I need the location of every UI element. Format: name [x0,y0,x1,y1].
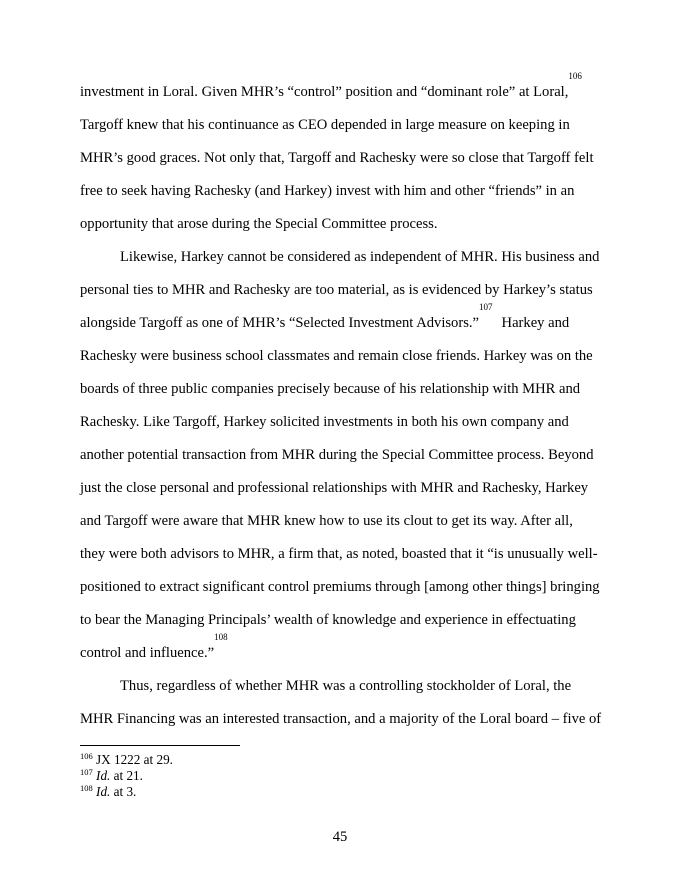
text-line [80,670,600,703]
line-text: Thus, regardless of whether MHR was a controlling stockholder of Loral, the [120,678,572,694]
line-text: and Targoff were aware that MHR knew how to use its clout to get its way. After all, [80,513,573,529]
line-text: investment in Loral. Given MHR’s “control” position and “dominant role” at Loral, [80,84,569,100]
text-line [80,340,600,373]
page-number: 45 [332,829,348,845]
line-text: Rachesky were business school classmates and remain close friends. Harkey was on the [80,348,593,364]
line-text: they were both advisors to MHR, a firm that, as noted, boasted that it “is unusually well- [80,546,598,562]
text-line [80,604,600,637]
footnote-number: 108 [80,783,93,793]
line-text: Harkey and [501,315,570,331]
text-line [80,472,600,505]
footnote-ref: 108 [214,632,228,642]
line-text: boards of three public companies precisely because of his relationship with MHR and [80,381,581,397]
text-line [80,241,600,274]
line-text: free to seek having Rachesky (and Harkey) invest with him and other “friends” in an [80,183,575,199]
footnote-ref: 106 [568,71,582,81]
line-text: MHR Financing was an interested transaction, and a majority of the Loral board – five of [80,711,602,727]
line-text: alongside Targoff as one of MHR’s “Selected Investment Advisors.” [80,315,480,331]
text-line [80,571,600,604]
line-text: another potential transaction from MHR during the Special Committee process. Beyond [80,447,594,463]
footnote-text: at 3. [110,784,137,799]
text-line [80,703,600,736]
text-line [80,109,600,142]
line-text: Likewise, Harkey cannot be considered as independent of MHR. His business and [120,249,600,265]
text-line [80,439,600,472]
footnote-ref: 107 [479,302,493,312]
text-line [80,406,600,439]
footnote-number: 106 [80,751,93,761]
footnotes [80,752,173,800]
footnote [80,784,173,800]
text-line [80,373,600,406]
footnote-text: at 21. [110,768,143,783]
text-line [80,71,600,109]
footnote-italic: Id. [96,768,111,783]
footnote [80,768,173,784]
text-line [80,505,600,538]
line-text: positioned to extract significant control premiums through [among other things] bringing [80,579,600,595]
line-text: just the close personal and professional relationships with MHR and Rachesky, Harkey [80,480,589,496]
text-line [80,302,600,340]
line-text: Targoff knew that his continuance as CEO depended in large measure on keeping in [80,117,570,133]
line-text: Rachesky. Like Targoff, Harkey solicited investments in both his own company and [80,414,569,430]
line-text: to bear the Managing Principals’ wealth of knowledge and experience in effectuating [80,612,576,628]
text-line [80,175,600,208]
footnote-divider [80,745,240,746]
text-line [80,632,600,670]
text-line [80,274,600,307]
footnote-text: JX 1222 at 29. [96,752,173,767]
line-text: MHR’s good graces. Not only that, Targoff and Rachesky were so close that Targoff felt [80,150,594,166]
line-text: control and influence.” [80,645,215,661]
line-text: opportunity that arose during the Special Committee process. [80,216,438,232]
footnote-italic: Id. [96,784,111,799]
footnote [80,752,173,768]
footnote-number: 107 [80,767,93,777]
text-line [80,538,600,571]
text-line [80,208,600,241]
line-text: personal ties to MHR and Rachesky are too material, as is evidenced by Harkey’s status [80,282,593,298]
body-text [80,71,602,736]
text-line [80,142,600,175]
